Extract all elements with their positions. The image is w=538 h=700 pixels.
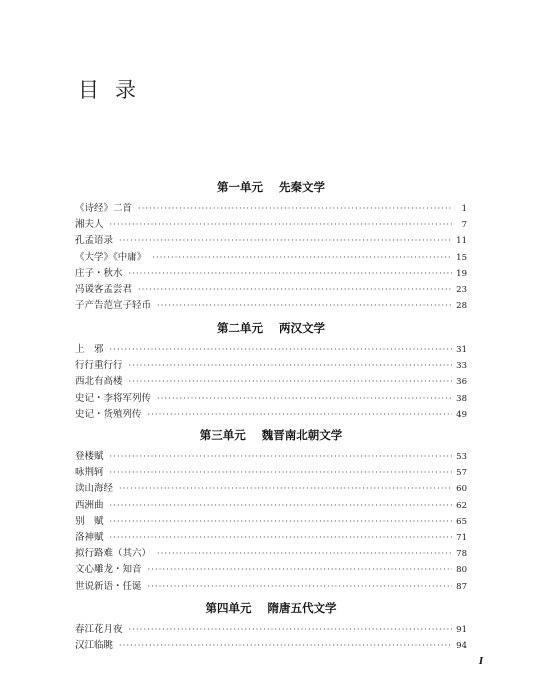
toc-entry[interactable] xyxy=(75,201,467,217)
section-name: 魏晋南北朝文学 xyxy=(261,428,343,442)
toc-entry[interactable] xyxy=(75,407,467,423)
entry-page-number: 60 xyxy=(456,484,467,495)
toc-entry[interactable] xyxy=(75,530,467,546)
entry-page-number: 87 xyxy=(456,581,467,592)
dot-leader xyxy=(138,201,452,217)
toc-entry[interactable] xyxy=(75,546,467,562)
dot-leader xyxy=(119,481,452,497)
entry-title: 春江花月夜 xyxy=(75,624,123,635)
dot-leader xyxy=(148,579,452,595)
entry-title: 上 邪 xyxy=(75,344,104,355)
entry-page-number: 11 xyxy=(456,236,467,247)
entry-title: 史记・货殖列传 xyxy=(75,408,142,420)
dot-leader xyxy=(152,250,452,266)
toc-section-3 xyxy=(75,425,467,595)
dot-leader xyxy=(110,514,452,530)
entry-page-number: 94 xyxy=(456,641,467,652)
entry-page-number: 38 xyxy=(456,393,467,404)
toc-entry[interactable] xyxy=(75,298,467,314)
entry-title: 冯谖客孟尝君 xyxy=(75,283,133,295)
entry-title: 文心雕龙・知音 xyxy=(75,564,142,576)
entry-title: 孔孟语录 xyxy=(75,235,114,247)
toc-entry[interactable] xyxy=(75,217,467,233)
dot-leader xyxy=(110,342,452,358)
toc-entry[interactable] xyxy=(75,391,467,407)
entry-page-number: 33 xyxy=(456,361,467,372)
entry-title: 洛神赋 xyxy=(75,531,104,543)
entry-page-number: 36 xyxy=(456,377,467,388)
toc-entry[interactable] xyxy=(75,282,467,298)
section-heading xyxy=(75,318,467,338)
toc-section-1 xyxy=(75,177,467,314)
entry-title: 咏荆轲 xyxy=(75,467,104,479)
dot-leader xyxy=(129,622,452,638)
toc-entry[interactable] xyxy=(75,250,467,266)
section-heading xyxy=(75,177,467,197)
entry-title: 湘夫人 xyxy=(75,219,104,231)
unit-label: 第四单元 xyxy=(205,601,252,615)
dot-leader xyxy=(119,233,452,249)
entry-title: 西北有高楼 xyxy=(75,376,123,388)
dot-leader xyxy=(138,282,452,298)
entry-page-number: 28 xyxy=(456,301,467,312)
dot-leader xyxy=(110,217,452,233)
toc-entry[interactable] xyxy=(75,342,467,358)
dot-leader xyxy=(129,374,452,390)
dot-leader xyxy=(157,546,452,562)
entry-title: 登楼赋 xyxy=(75,451,104,462)
dot-leader xyxy=(148,562,452,578)
toc-entry[interactable] xyxy=(75,622,467,638)
entry-page-number: 7 xyxy=(461,220,467,231)
entry-title: 庄子・秋水 xyxy=(75,267,123,279)
entry-title: 别 赋 xyxy=(75,515,104,527)
dot-leader xyxy=(157,298,452,314)
entry-page-number: 80 xyxy=(456,565,467,576)
entry-title: 《大学》《中庸》 xyxy=(75,251,147,263)
entry-title: 《诗经》二首 xyxy=(75,203,133,214)
entry-title: 读山海经 xyxy=(75,483,114,495)
toc-entry[interactable] xyxy=(75,374,467,390)
entry-page-number: 23 xyxy=(456,284,467,295)
entry-title: 西洲曲 xyxy=(75,499,104,511)
entry-title: 汉江临眺 xyxy=(75,640,114,652)
toc-section-4 xyxy=(75,598,467,654)
entry-page-number: 15 xyxy=(456,252,467,263)
page-title: 目录 xyxy=(78,78,152,102)
dot-leader xyxy=(157,391,452,407)
entry-title: 史记・李将军列传 xyxy=(75,392,152,404)
entry-title: 子产告范宣子轻币 xyxy=(75,300,152,312)
dot-leader xyxy=(129,266,452,282)
entry-title: 世说新语・任诞 xyxy=(75,580,142,592)
entry-page-number: 19 xyxy=(456,268,467,279)
entry-title: 拟行路难（其六） xyxy=(75,548,152,560)
toc-entry[interactable] xyxy=(75,358,467,374)
entry-page-number: 31 xyxy=(456,345,467,355)
toc-entry[interactable] xyxy=(75,498,467,514)
unit-label: 第一单元 xyxy=(217,180,263,194)
dot-leader xyxy=(110,530,452,546)
toc-entry[interactable] xyxy=(75,562,467,578)
dot-leader xyxy=(110,465,452,481)
entry-page-number: 65 xyxy=(456,516,467,527)
section-heading xyxy=(75,598,467,618)
entry-page-number: 1 xyxy=(461,204,467,214)
entry-page-number: 57 xyxy=(456,468,467,479)
toc-entry[interactable] xyxy=(75,514,467,530)
toc-entry[interactable] xyxy=(75,465,467,481)
section-name: 两汉文学 xyxy=(279,321,325,335)
dot-leader xyxy=(110,449,452,465)
unit-label: 第三单元 xyxy=(199,428,246,442)
section-name: 隋唐五代文学 xyxy=(267,601,337,615)
page-number: I xyxy=(479,657,484,667)
entry-page-number: 71 xyxy=(456,532,467,543)
toc-entry[interactable] xyxy=(75,266,467,282)
unit-label: 第二单元 xyxy=(217,321,263,335)
toc-entry[interactable] xyxy=(75,481,467,497)
dot-leader xyxy=(129,358,452,374)
dot-leader xyxy=(148,407,452,423)
toc-entry[interactable] xyxy=(75,579,467,595)
entry-page-number: 49 xyxy=(456,409,467,420)
toc-section-2 xyxy=(75,318,467,423)
dot-leader xyxy=(119,638,452,654)
entry-page-number: 78 xyxy=(456,549,467,560)
toc-entry[interactable] xyxy=(75,638,467,654)
toc-entry[interactable] xyxy=(75,449,467,465)
entry-title: 行行重行行 xyxy=(75,360,123,372)
toc-entry[interactable] xyxy=(75,233,467,249)
section-heading xyxy=(75,425,467,445)
entry-page-number: 53 xyxy=(456,452,467,462)
entry-page-number: 62 xyxy=(456,500,467,511)
section-name: 先秦文学 xyxy=(279,180,325,194)
entry-page-number: 91 xyxy=(456,625,467,635)
dot-leader xyxy=(110,498,452,514)
